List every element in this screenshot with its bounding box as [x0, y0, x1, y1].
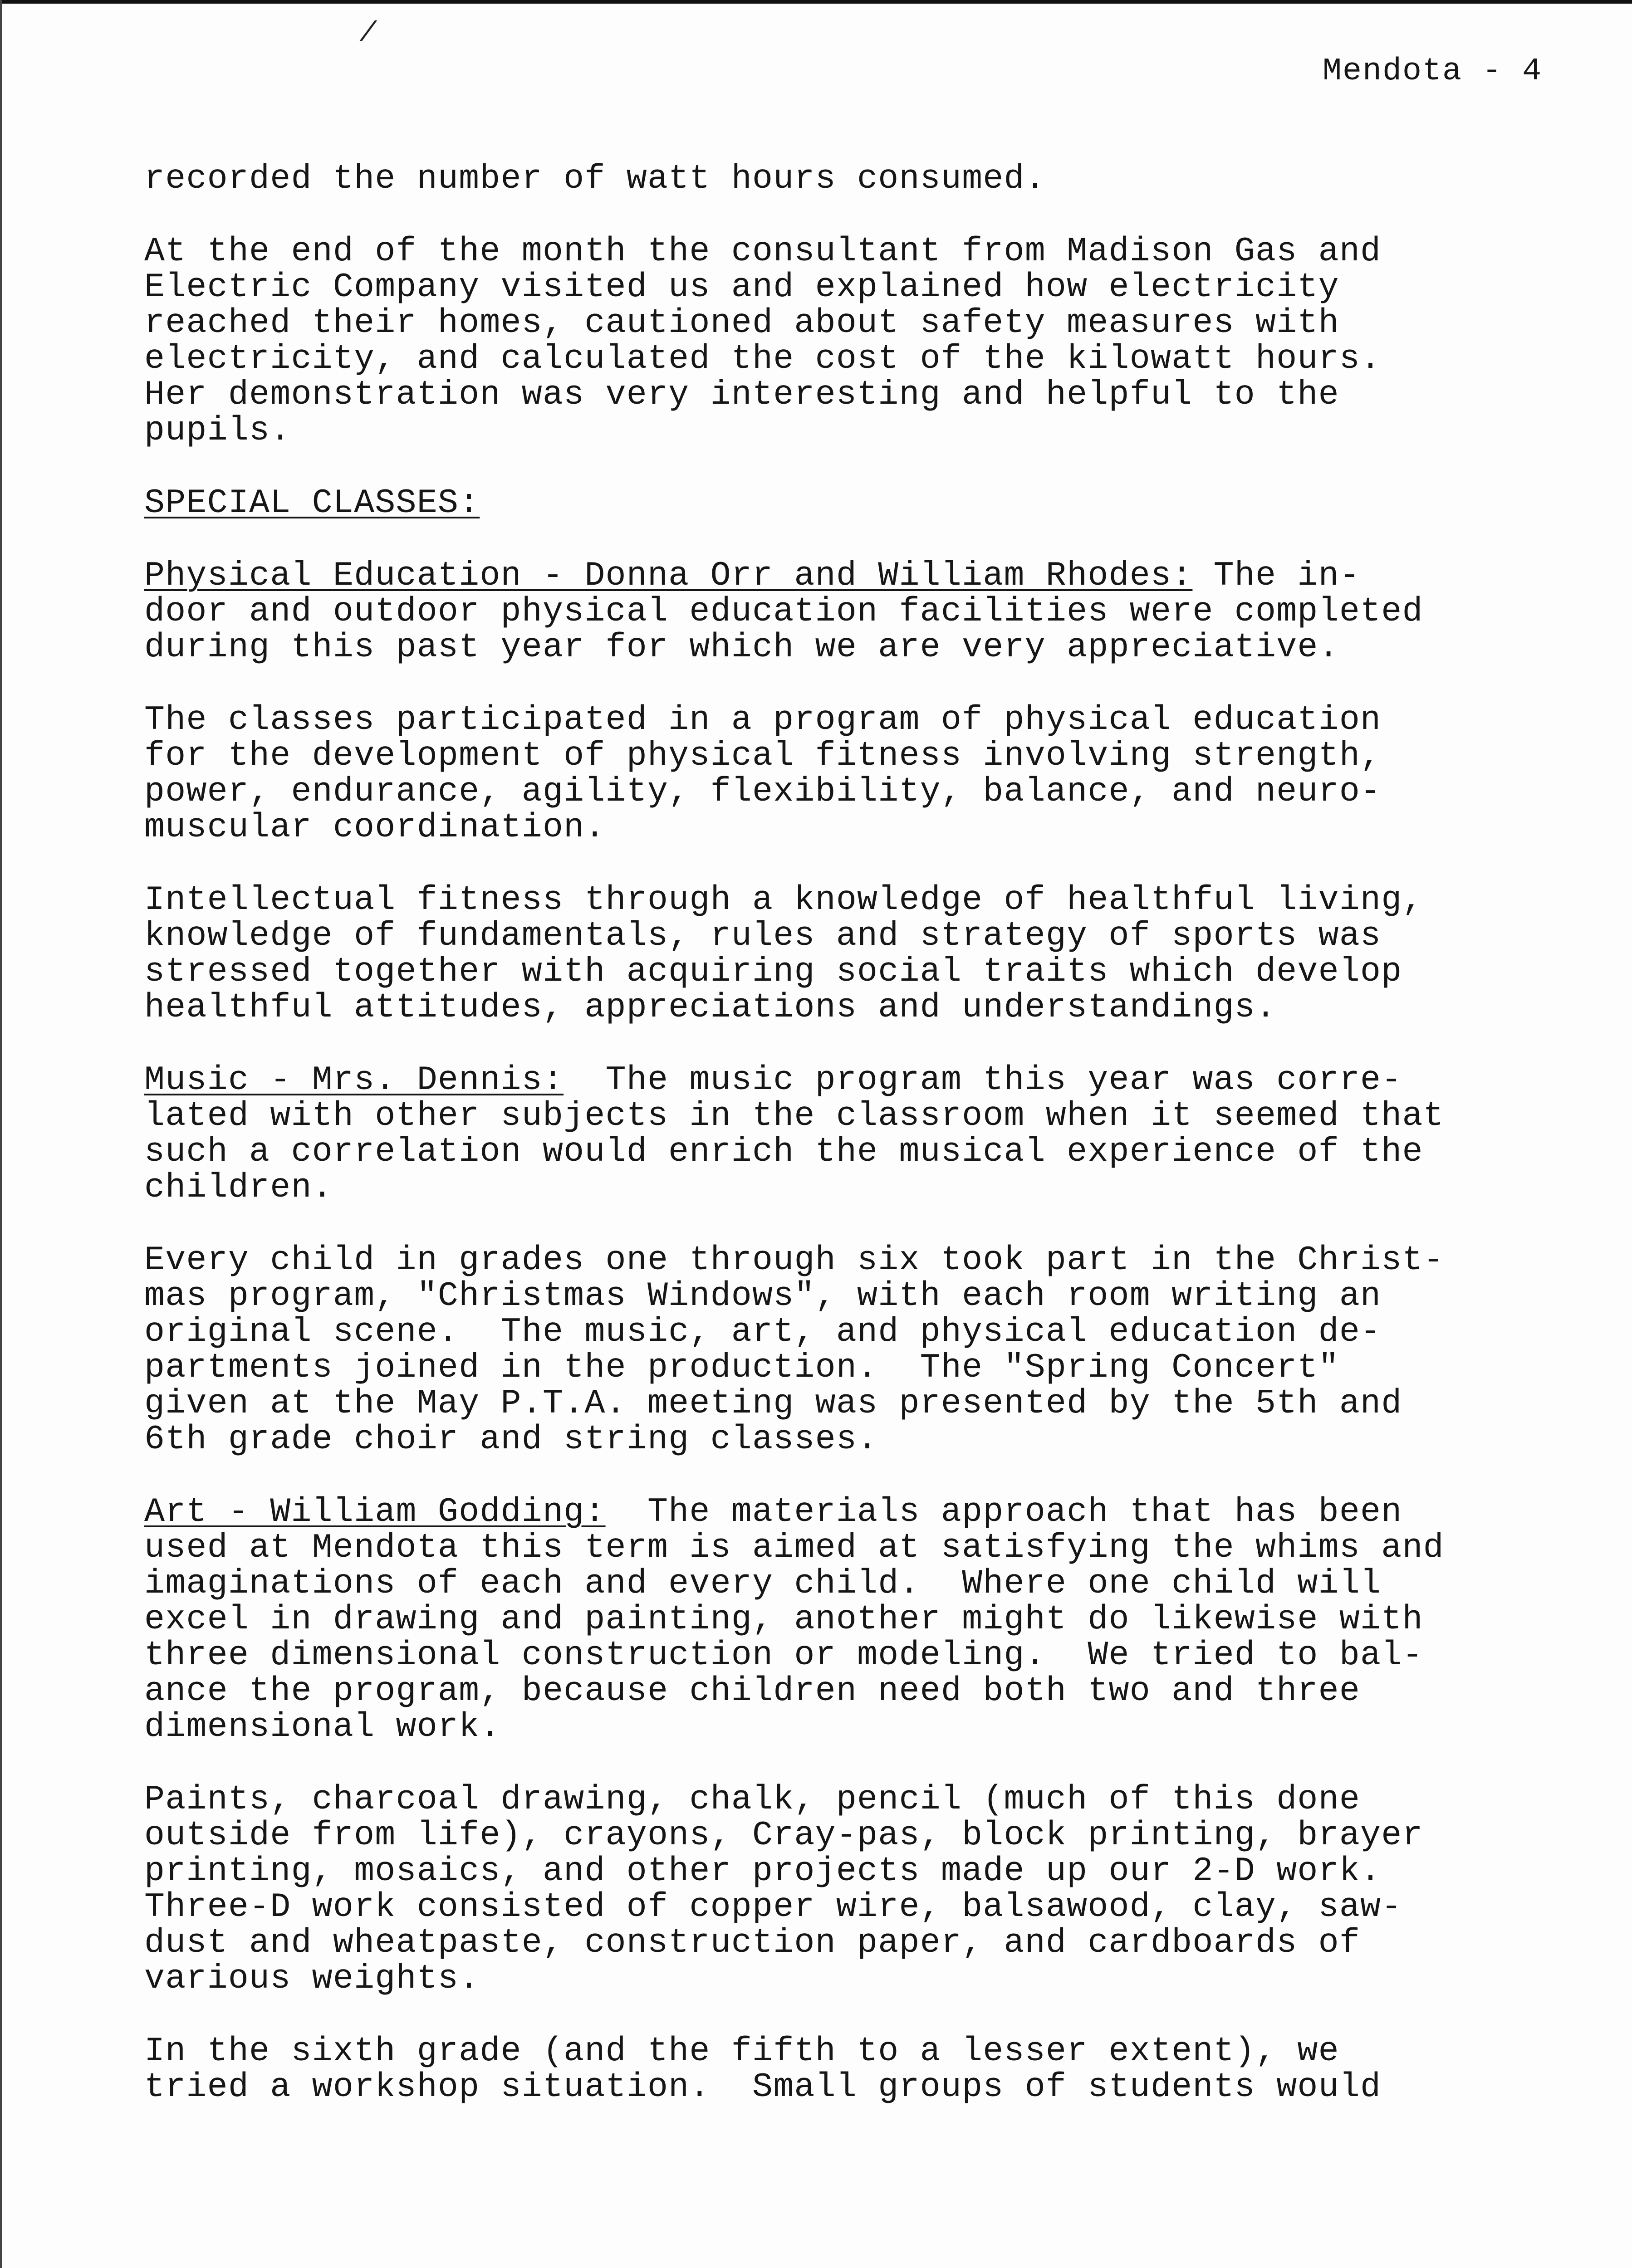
- stray-pen-mark: /: [359, 17, 377, 49]
- paragraph-gas-electric-visit: At the end of the month the consultant from Madison Gas and Electric Company visited us and explained how electricity reached their homes, cautioned about safety measures with electricity, and calculated the cost of the kilowatt hours. Her demonstration was very interesting and helpful to the pupils.: [144, 232, 1382, 450]
- document-body: [144, 161, 1528, 2142]
- paragraph-music: [144, 1062, 1528, 1206]
- paragraph-christmas-program: Every child in grades one through six took part in the Christ- mas program, "Christmas Windows", with each room writing an original scene. The music, art, and physical education de- partments joined in the production. The "Spring Concert" given at the May P.T.A. meeting was presented by the 5th and 6th grade choir and string classes.: [144, 1241, 1444, 1459]
- paragraph-watt-hours: recorded the number of watt hours consumed.: [144, 160, 1046, 198]
- physical-education-text: The in- door and outdoor physical education facilities were completed during this past year for which we are very appreciative.: [144, 557, 1423, 667]
- physical-education-lead: Physical Education - Donna Orr and William Rhodes:: [144, 557, 1193, 595]
- scan-left-border: [0, 0, 2, 2268]
- special-classes-heading: [144, 485, 1528, 521]
- special-classes-heading-text: SPECIAL CLASSES:: [144, 484, 480, 523]
- music-lead: Music - Mrs. Dennis:: [144, 1061, 564, 1100]
- paragraph-art: [144, 1494, 1528, 1745]
- paragraph-workshop: In the sixth grade (and the fifth to a lesser extent), we tried a workshop situation. Small groups of students would: [144, 2032, 1382, 2107]
- art-lead: Art - William Godding:: [144, 1493, 606, 1531]
- paragraph-intellectual-fitness: Intellectual fitness through a knowledge of healthful living, knowledge of fundamentals, rules and strategy of sports was stressed together with acquiring social traits which develop healthful attitudes, appreciations and understandings.: [144, 881, 1423, 1027]
- paragraph-physical-fitness: The classes participated in a program of physical education for the development of physical fitness involving strength, power, endurance, agility, flexibility, balance, and neuro- muscular coordination.: [144, 701, 1382, 847]
- page-header-label: Mendota - 4: [1323, 54, 1543, 89]
- paragraph-art-materials: Paints, charcoal drawing, chalk, pencil (much of this done outside from life), crayons, Cray-pas, block printing, brayer printing, mosaics, and other projects made up our 2-D work. Three-D work consisted of copper wire, balsawood, clay, saw- dust and wheatpaste, construction paper, and cardboards of various weights.: [144, 1780, 1423, 1998]
- paragraph-physical-education: [144, 558, 1528, 665]
- music-text: The music program this year was corre- lated with other subjects in the classroom when it seemed that such a correlation would enrich the musical experience of the children.: [144, 1061, 1444, 1207]
- scan-top-border: [0, 0, 1632, 4]
- art-text: The materials approach that has been used at Mendota this term is aimed at satisfying the whims and imaginations of each and every child. Where one child will excel in drawing and painting, another might do likewise with three dimensional construction or modeling. We tried to bal- ance the program, because children need both two and three dimensional work.: [144, 1493, 1444, 1746]
